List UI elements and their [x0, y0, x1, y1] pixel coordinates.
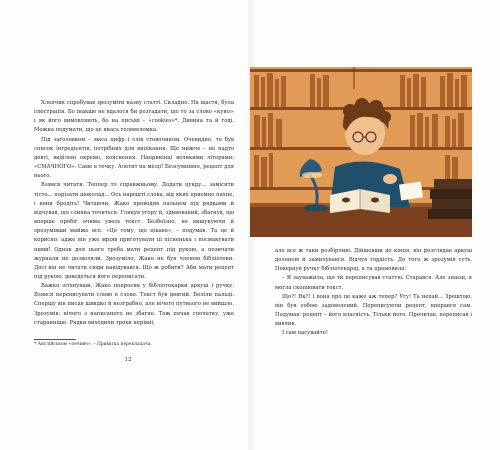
right-page [250, 0, 500, 450]
paragraph: Взявся читати. Теппер то справжньому. Додати цукру... замісити тісто... порізати шоколад... Ось нарешті слова, від яких приємно пахне, і вони бродіть! Читаючи, Жако проводив пальцем під рядками й відчував, що слинка точиться. Глянув угору й, здивований, збагнув, що вперше пробіг очима увесь текст. Безбоїзно, не вишукуючи й зрозумівши майже все. «Це тому, що цікаво», – подумав. Та це й корисно: адже він уже мріяв приготувати ці пісненька і посмакувати ними! Однак для цього треба мати рецепт під рукою, а позичати журнали не дозволяли. Зрозуміло, Жако не був членом бібліотеки. Досі він не читати сюди навідувався. Що ж робити? Аби мати рецепт під рукою, доведеться його переписати. [34, 182, 235, 280]
paragraph: Хлопчик спробував зрозуміти назву статті. Складно. На щастя, була ілюстрація. Бо інакше не вдалося би розгадати, що то за слово «куюз» і як його вимовляють, бо на письмі – «cookies»*. Дивина та й годі. Можна подумати, що це якась головоломка. [34, 100, 234, 134]
paragraph: – Я зауважила, що ти переписував статтю. Старався. Але знаєш, я могла скопіювати текст. [275, 275, 472, 291]
right-text-column [275, 247, 472, 339]
boy-reading-in-library-illustration [250, 67, 472, 237]
footnote-divider [34, 339, 76, 340]
page-number: 12 [124, 357, 132, 363]
left-text-column [34, 99, 234, 328]
paragraph: але все ж таки розбірливі. Дійшовши до кінця, він розглядав аркуш долонею й замилувався. Відчув гордість. До того ж зрозумів суть. Повернув ручку бібліотекарці, а та промовила: [275, 248, 472, 273]
paragraph: Важко зітхнувши, Жако попросив у бібліотекарки аркуш і ручку. Взявся переписувати слово в слово. Текст був довгий. Боліли пальці. Спершу він писав швидко й незграбно, але нічого путнього не вийшло. Зрозумів: нічого з написаного не збагне. Тож почав спочатку, уже старанніше. Рядки виходили трохи нерівні, [34, 283, 234, 326]
paragraph: Що?! Як?! І вона про це каже аж тепер? Угу! Та нехай... Зрештою, він був собою задоволений. Переписуючи рецепт, впорався сам. Подумав: рецепт – його власність. Тільки його. Прочитав, переписав і вивчив. [275, 293, 472, 328]
paragraph: Під заголовком – маса цифр і слів стовпчиком. Очевидно, то був список інгредієнтів, потрібних для випікання. Ще нижче – не надто довгі, виділені окремо, пояснення. Наприкінці великими літерами: «СМАЧНОГО». Саме в точку. Алетит на місці! Безсумнівно, рецепт для нього. [34, 136, 234, 180]
paragraph: І сам пасувайте! [282, 330, 328, 337]
footnote: * Англійською «печиво». – Примітка перекладача. [34, 342, 152, 347]
